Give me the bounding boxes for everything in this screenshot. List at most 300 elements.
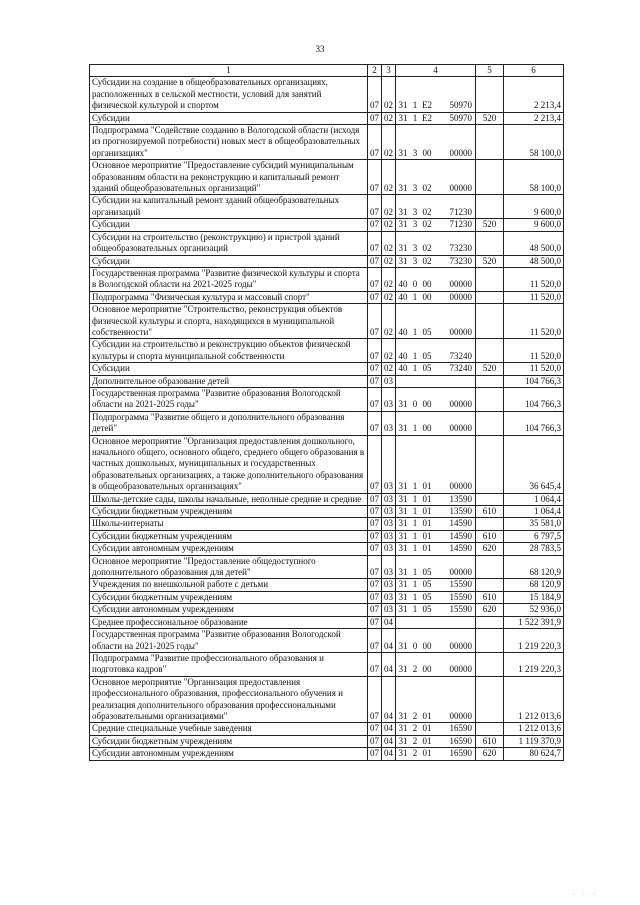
code-activity: 05	[422, 363, 432, 374]
code-activity: 01	[422, 493, 432, 504]
row-target-code	[396, 518, 476, 530]
code-subprogram: 3	[412, 183, 418, 194]
code-activity: 02	[422, 255, 432, 266]
row-expense-type	[476, 579, 504, 591]
code-subprogram: 2	[412, 748, 418, 759]
table-row	[90, 723, 564, 735]
row-section: 07	[368, 629, 382, 653]
row-subsection: 03	[382, 493, 396, 505]
row-amount: 104 766,3	[504, 387, 564, 411]
row-name: Государственная программа "Развитие образования Вологодской области на 2021-2025 годы"	[90, 387, 368, 411]
table-row	[90, 125, 564, 160]
row-target-code	[396, 616, 476, 628]
row-name: Дополнительное образование детей	[90, 375, 368, 387]
code-program: 31	[398, 481, 408, 492]
row-name: Субсидии	[90, 219, 368, 231]
code-direction: 14590	[449, 543, 472, 554]
code-direction: 16590	[449, 748, 472, 759]
row-name: Средние специальные учебные заведения	[90, 723, 368, 735]
row-amount: 1 064,4	[504, 506, 564, 518]
code-program: 31	[398, 183, 408, 194]
row-subsection: 02	[382, 255, 396, 267]
code-program: 31	[398, 735, 408, 746]
header-col-2: 2	[368, 65, 382, 77]
row-expense-type	[476, 77, 504, 112]
header-col-4: 4	[396, 65, 476, 77]
code-activity: 05	[422, 326, 432, 337]
code-program: 31	[398, 100, 408, 111]
code-direction: 71230	[449, 206, 472, 217]
code-subprogram: 1	[412, 567, 418, 578]
row-amount: 11 520,0	[504, 363, 564, 375]
row-amount: 1 219 220,3	[504, 629, 564, 653]
row-name: Субсидии	[90, 255, 368, 267]
table-row	[90, 387, 564, 411]
row-target-code	[396, 411, 476, 435]
row-section: 07	[368, 493, 382, 505]
table-row	[90, 530, 564, 542]
row-name: Основное мероприятие "Предоставление общедоступного дополнительного образования для детей"	[90, 555, 368, 579]
row-subsection: 03	[382, 579, 396, 591]
code-program: 31	[398, 243, 408, 254]
table-row	[90, 543, 564, 555]
row-subsection: 04	[382, 616, 396, 628]
row-target-code	[396, 555, 476, 579]
code-direction: 73230	[449, 255, 472, 266]
row-section: 07	[368, 735, 382, 747]
row-section: 07	[368, 339, 382, 363]
row-section: 07	[368, 555, 382, 579]
code-subprogram: 1	[412, 530, 418, 541]
code-subprogram: 3	[412, 255, 418, 266]
row-section: 07	[368, 363, 382, 375]
row-subsection: 03	[382, 591, 396, 603]
code-subprogram: 3	[412, 147, 418, 158]
row-amount: 1 212 013,6	[504, 723, 564, 735]
code-subprogram: 1	[412, 543, 418, 554]
code-subprogram: 3	[412, 243, 418, 254]
row-expense-type: 520	[476, 363, 504, 375]
row-expense-type: 520	[476, 255, 504, 267]
code-program: 31	[398, 567, 408, 578]
code-subprogram: 1	[412, 579, 418, 590]
code-direction: 14590	[449, 518, 472, 529]
row-target-code	[396, 748, 476, 760]
row-target-code	[396, 723, 476, 735]
code-direction: 00000	[449, 640, 472, 651]
row-target-code	[396, 363, 476, 375]
table-row	[90, 629, 564, 653]
row-target-code	[396, 112, 476, 124]
code-activity: 02	[422, 219, 432, 230]
row-section: 07	[368, 411, 382, 435]
table-row	[90, 77, 564, 112]
row-target-code	[396, 629, 476, 653]
code-direction: 00000	[449, 399, 472, 410]
code-subprogram: 1	[412, 423, 418, 434]
row-section: 07	[368, 112, 382, 124]
table-row	[90, 339, 564, 363]
row-section: 07	[368, 255, 382, 267]
row-subsection: 04	[382, 748, 396, 760]
table-row	[90, 616, 564, 628]
row-target-code	[396, 543, 476, 555]
code-direction: 73230	[449, 243, 472, 254]
row-expense-type: 610	[476, 735, 504, 747]
code-subprogram: 3	[412, 219, 418, 230]
code-direction: 00000	[449, 326, 472, 337]
row-target-code	[396, 160, 476, 195]
row-name: Субсидии бюджетным учреждениям	[90, 591, 368, 603]
row-target-code	[396, 676, 476, 723]
row-name: Подпрограмма "Содействие созданию в Вологодской области (исходя из прогнозируемой потребности) новых мест в общеобразовательных организациях"	[90, 125, 368, 160]
table-body	[90, 77, 564, 760]
code-subprogram: 2	[412, 723, 418, 734]
row-subsection: 03	[382, 506, 396, 518]
row-subsection: 03	[382, 543, 396, 555]
code-direction: 00000	[449, 183, 472, 194]
row-section: 07	[368, 652, 382, 676]
row-subsection: 04	[382, 735, 396, 747]
code-program: 40	[398, 326, 408, 337]
row-target-code	[396, 267, 476, 291]
row-amount: 48 500,0	[504, 231, 564, 255]
code-activity: 05	[422, 604, 432, 615]
row-amount: 2 213,4	[504, 112, 564, 124]
row-subsection: 02	[382, 112, 396, 124]
row-amount: 48 500,0	[504, 255, 564, 267]
row-section: 07	[368, 77, 382, 112]
row-section: 07	[368, 518, 382, 530]
code-activity: 01	[422, 748, 432, 759]
row-section: 07	[368, 195, 382, 219]
code-activity: 00	[422, 291, 432, 302]
row-subsection: 02	[382, 304, 396, 339]
row-section: 07	[368, 616, 382, 628]
row-subsection: 02	[382, 231, 396, 255]
row-amount: 1 522 391,9	[504, 616, 564, 628]
row-name: Субсидии на строительство и реконструкцию объектов физической культуры и спорта муниципальной собственности	[90, 339, 368, 363]
row-subsection: 02	[382, 267, 396, 291]
row-amount: 9 600,0	[504, 219, 564, 231]
code-activity: 01	[422, 481, 432, 492]
row-name: Субсидии	[90, 112, 368, 124]
code-program: 31	[398, 543, 408, 554]
row-expense-type	[476, 616, 504, 628]
code-direction: 00000	[449, 481, 472, 492]
header-col-6: 6	[504, 65, 564, 77]
code-direction: 14590	[449, 530, 472, 541]
code-direction: 00000	[449, 291, 472, 302]
row-expense-type	[476, 629, 504, 653]
code-activity: 00	[422, 664, 432, 675]
row-expense-type	[476, 411, 504, 435]
table-row	[90, 219, 564, 231]
row-name: Основное мероприятие "Строительство, реконструкция объектов физической культуры и спорта, находящихся в муниципальной собственности"	[90, 304, 368, 339]
code-program: 40	[398, 350, 408, 361]
code-program: 40	[398, 279, 408, 290]
row-name: Подпрограмма "Физическая культура и массовый спорт"	[90, 291, 368, 303]
row-amount: 35 581,0	[504, 518, 564, 530]
table-row	[90, 160, 564, 195]
row-section: 07	[368, 231, 382, 255]
row-amount: 6 797,5	[504, 530, 564, 542]
row-subsection: 02	[382, 339, 396, 363]
table-row	[90, 363, 564, 375]
row-amount: 28 783,5	[504, 543, 564, 555]
code-direction: 50970	[449, 112, 472, 123]
row-name: Подпрограмма "Развитие профессионального образования и подготовка кадров"	[90, 652, 368, 676]
row-amount: 2 213,4	[504, 77, 564, 112]
table-row	[90, 231, 564, 255]
code-subprogram: 1	[412, 481, 418, 492]
table-row	[90, 506, 564, 518]
table-header	[90, 65, 564, 77]
code-direction: 13590	[449, 493, 472, 504]
code-activity: 01	[422, 506, 432, 517]
row-subsection: 03	[382, 530, 396, 542]
table-row	[90, 435, 564, 493]
code-program: 31	[398, 206, 408, 217]
row-subsection: 02	[382, 219, 396, 231]
row-expense-type	[476, 160, 504, 195]
code-program: 31	[398, 493, 408, 504]
row-name: Среднее профессиональное образование	[90, 616, 368, 628]
code-program: 31	[398, 423, 408, 434]
row-name: Подпрограмма "Развитие общего и дополнительного образования детей"	[90, 411, 368, 435]
row-name: Субсидии автономным учреждениям	[90, 748, 368, 760]
row-amount: 15 184,9	[504, 591, 564, 603]
row-expense-type	[476, 125, 504, 160]
code-subprogram: 1	[412, 326, 418, 337]
row-target-code	[396, 291, 476, 303]
row-section: 07	[368, 748, 382, 760]
row-expense-type	[476, 231, 504, 255]
row-amount: 9 600,0	[504, 195, 564, 219]
row-amount: 1 219 220,3	[504, 652, 564, 676]
row-section: 07	[368, 125, 382, 160]
row-expense-type	[476, 375, 504, 387]
row-subsection: 02	[382, 291, 396, 303]
table-row	[90, 112, 564, 124]
row-amount: 52 936,0	[504, 604, 564, 616]
row-name: Субсидии бюджетным учреждениям	[90, 506, 368, 518]
header-col-3: 3	[382, 65, 396, 77]
code-activity: 02	[422, 243, 432, 254]
code-direction: 16590	[449, 735, 472, 746]
row-target-code	[396, 255, 476, 267]
row-name: Субсидии бюджетным учреждениям	[90, 530, 368, 542]
row-section: 07	[368, 267, 382, 291]
row-section: 07	[368, 506, 382, 518]
row-subsection: 03	[382, 435, 396, 493]
row-subsection: 03	[382, 518, 396, 530]
code-program: 31	[398, 399, 408, 410]
row-target-code	[396, 339, 476, 363]
table-row	[90, 676, 564, 723]
table-row	[90, 604, 564, 616]
row-section: 07	[368, 543, 382, 555]
row-amount: 68 120,9	[504, 579, 564, 591]
row-amount: 104 766,3	[504, 375, 564, 387]
code-program: 31	[398, 506, 408, 517]
row-target-code	[396, 77, 476, 112]
row-expense-type	[476, 723, 504, 735]
table-row	[90, 411, 564, 435]
code-program: 40	[398, 363, 408, 374]
row-expense-type	[476, 652, 504, 676]
row-amount: 36 645,4	[504, 435, 564, 493]
row-target-code	[396, 506, 476, 518]
row-name: Субсидии на строительство (реконструкцию) и пристрой зданий общеобразовательных организаций	[90, 231, 368, 255]
row-name: Государственная программа "Развитие образования Вологодской области на 2021-2025 годы"	[90, 629, 368, 653]
code-program: 31	[398, 518, 408, 529]
code-activity: E2	[422, 100, 432, 111]
code-direction: 50970	[449, 100, 472, 111]
table-row	[90, 579, 564, 591]
code-subprogram: 2	[412, 735, 418, 746]
code-activity: 01	[422, 723, 432, 734]
code-program: 31	[398, 591, 408, 602]
table-row	[90, 518, 564, 530]
row-name: Государственная программа "Развитие физической культуры и спорта в Вологодской области на 2021-2025 годы"	[90, 267, 368, 291]
header-col-1: 1	[90, 65, 368, 77]
row-expense-type	[476, 518, 504, 530]
row-name: Учреждения по внешкольной работе с детьми	[90, 579, 368, 591]
row-amount: 11 520,0	[504, 267, 564, 291]
row-amount: 1 119 370,9	[504, 735, 564, 747]
code-subprogram: 1	[412, 591, 418, 602]
row-expense-type: 610	[476, 591, 504, 603]
code-direction: 73240	[449, 350, 472, 361]
row-subsection: 03	[382, 387, 396, 411]
row-section: 07	[368, 676, 382, 723]
row-section: 07	[368, 579, 382, 591]
code-activity: 05	[422, 579, 432, 590]
table-row	[90, 493, 564, 505]
code-program: 31	[398, 219, 408, 230]
code-subprogram: 0	[412, 640, 418, 651]
code-activity: 01	[422, 735, 432, 746]
budget-table	[89, 64, 564, 761]
row-subsection: 03	[382, 375, 396, 387]
row-amount: 80 624,7	[504, 748, 564, 760]
row-amount: 11 520,0	[504, 339, 564, 363]
code-subprogram: 1	[412, 506, 418, 517]
code-direction: 00000	[449, 664, 472, 675]
code-program: 31	[398, 748, 408, 759]
code-direction: 73240	[449, 363, 472, 374]
row-subsection: 04	[382, 676, 396, 723]
row-section: 07	[368, 291, 382, 303]
code-direction: 13590	[449, 506, 472, 517]
code-program: 31	[398, 147, 408, 158]
row-section: 07	[368, 435, 382, 493]
row-name: Субсидии автономным учреждениям	[90, 543, 368, 555]
header-row	[90, 65, 564, 77]
code-activity: 02	[422, 206, 432, 217]
row-section: 07	[368, 530, 382, 542]
row-expense-type	[476, 339, 504, 363]
code-subprogram: 1	[412, 363, 418, 374]
code-subprogram: 1	[412, 112, 418, 123]
code-activity: 01	[422, 518, 432, 529]
code-subprogram: 1	[412, 493, 418, 504]
row-expense-type: 520	[476, 219, 504, 231]
row-subsection: 02	[382, 195, 396, 219]
row-name: Субсидии на создание в общеобразовательных организациях, расположенных в сельской местности, условий для занятий физической культурой и спортом	[90, 77, 368, 112]
row-expense-type	[476, 493, 504, 505]
scan-artifact: · · ·	[572, 890, 599, 899]
row-target-code	[396, 530, 476, 542]
row-name: Основное мероприятие "Предоставление субсидий муниципальным образованиям области на реконструкцию и капитальный ремонт зданий общеобразовательных организаций"	[90, 160, 368, 195]
row-target-code	[396, 375, 476, 387]
table-row	[90, 267, 564, 291]
code-subprogram: 1	[412, 518, 418, 529]
code-subprogram: 1	[412, 291, 418, 302]
row-target-code	[396, 231, 476, 255]
row-expense-type: 620	[476, 604, 504, 616]
row-name: Школы-интернаты	[90, 518, 368, 530]
row-target-code	[396, 125, 476, 160]
code-subprogram: 0	[412, 279, 418, 290]
page-number: 33	[315, 44, 325, 54]
header-col-5: 5	[476, 65, 504, 77]
row-target-code	[396, 591, 476, 603]
code-activity: 00	[422, 399, 432, 410]
code-activity: 00	[422, 147, 432, 158]
code-activity: 05	[422, 591, 432, 602]
row-target-code	[396, 304, 476, 339]
row-subsection: 02	[382, 363, 396, 375]
row-target-code	[396, 219, 476, 231]
table-row	[90, 555, 564, 579]
code-subprogram: 1	[412, 100, 418, 111]
row-target-code	[396, 735, 476, 747]
code-direction: 00000	[449, 567, 472, 578]
code-activity: 00	[422, 640, 432, 651]
row-subsection: 04	[382, 652, 396, 676]
code-activity: 05	[422, 350, 432, 361]
code-program: 31	[398, 579, 408, 590]
row-section: 07	[368, 387, 382, 411]
row-subsection: 03	[382, 555, 396, 579]
code-subprogram: 2	[412, 710, 418, 721]
code-direction: 00000	[449, 423, 472, 434]
code-activity: 02	[422, 183, 432, 194]
row-section: 07	[368, 604, 382, 616]
table-row	[90, 375, 564, 387]
code-direction: 15590	[449, 604, 472, 615]
row-expense-type	[476, 676, 504, 723]
row-name: Субсидии	[90, 363, 368, 375]
code-subprogram: 3	[412, 206, 418, 217]
row-expense-type	[476, 195, 504, 219]
code-subprogram: 1	[412, 604, 418, 615]
row-expense-type: 610	[476, 506, 504, 518]
code-program: 40	[398, 291, 408, 302]
code-activity: 01	[422, 710, 432, 721]
code-direction: 00000	[449, 147, 472, 158]
row-amount: 104 766,3	[504, 411, 564, 435]
row-subsection: 03	[382, 604, 396, 616]
code-activity: 00	[422, 423, 432, 434]
row-target-code	[396, 604, 476, 616]
row-section: 07	[368, 375, 382, 387]
row-expense-type: 520	[476, 112, 504, 124]
table-row	[90, 652, 564, 676]
table-row	[90, 735, 564, 747]
